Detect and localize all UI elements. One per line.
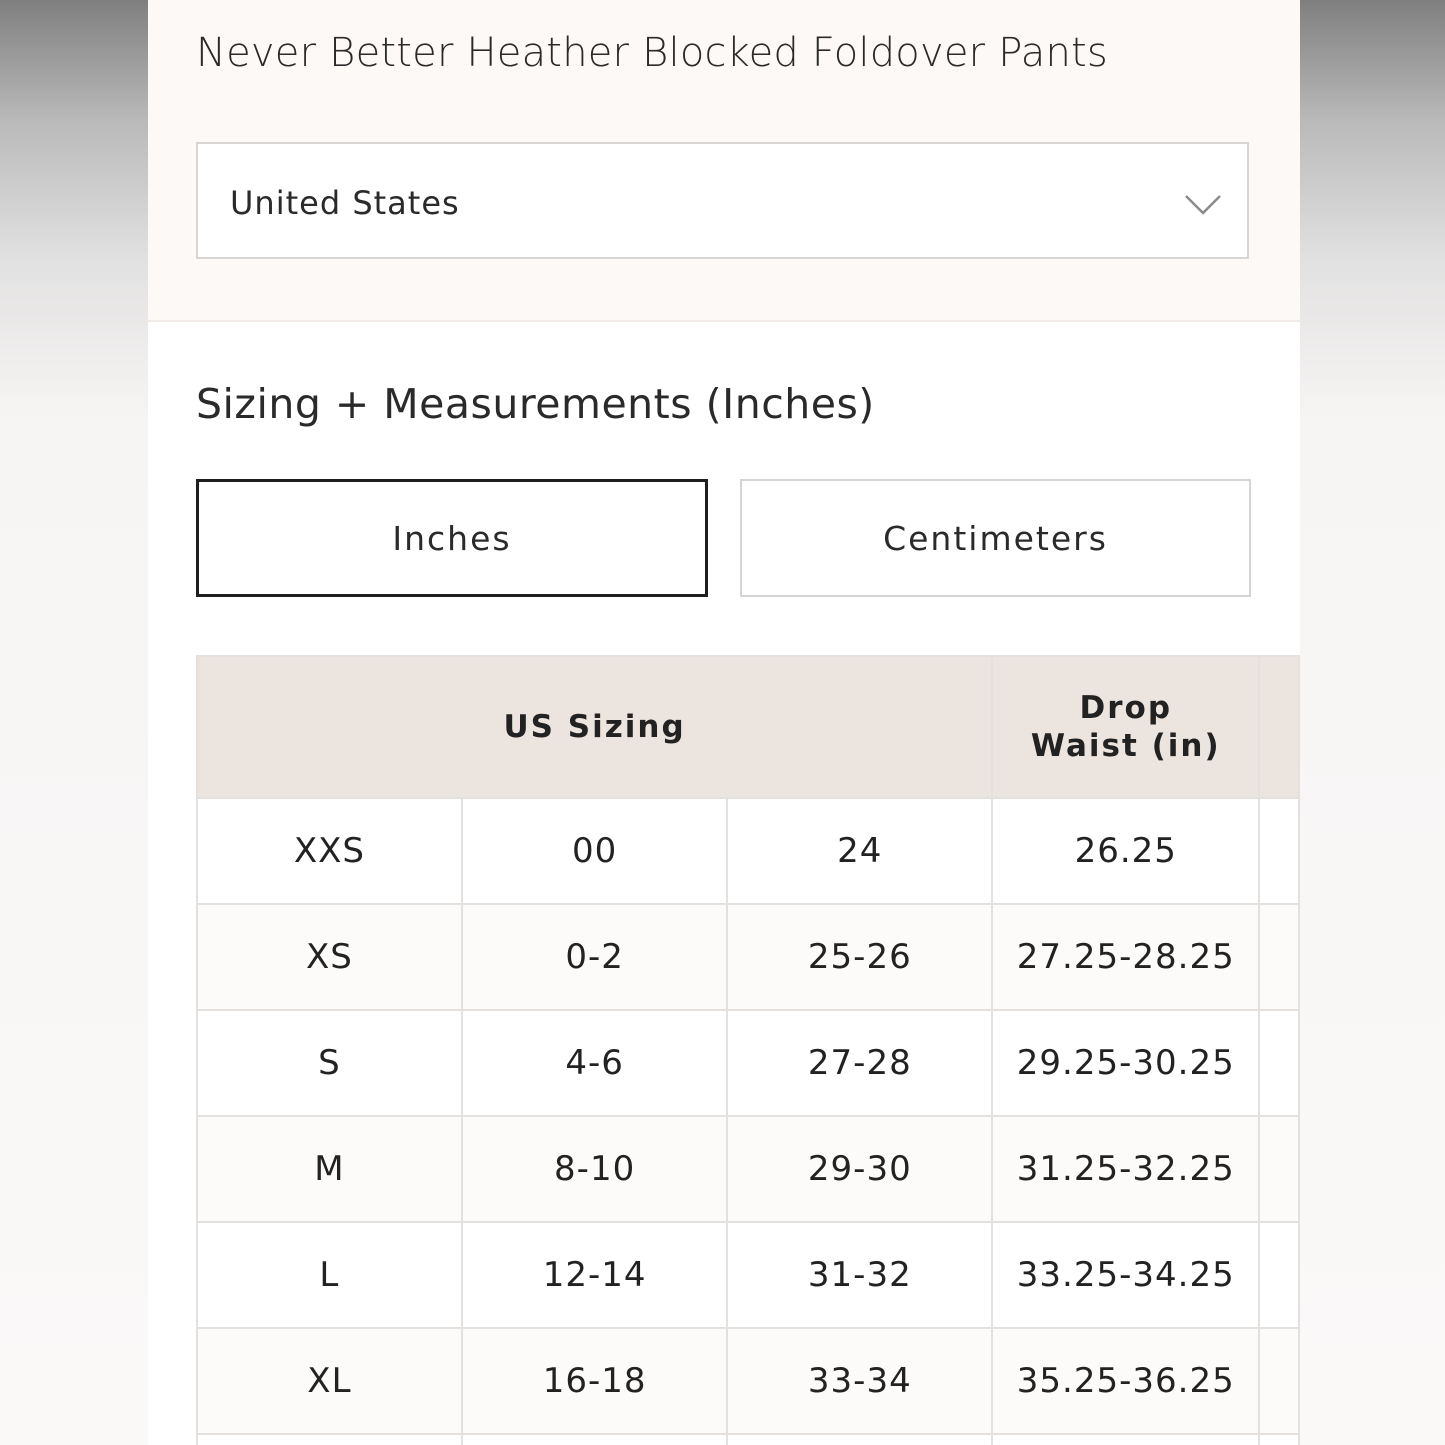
cell-size: L [197, 1222, 462, 1328]
header-cut-column [1259, 656, 1299, 798]
panel-header [148, 0, 1300, 322]
cell-waist-size: 25-26 [727, 904, 992, 1010]
section-title: Sizing + Measurements (Inches) [196, 380, 875, 428]
cell-drop-waist: 27.25-28.25 [992, 904, 1259, 1010]
cell-numeric: 8-10 [462, 1116, 728, 1222]
cell-cut [1259, 1434, 1299, 1445]
cell-numeric: 00 [462, 798, 728, 904]
table-row [197, 1010, 1299, 1116]
cell-cut [1259, 904, 1299, 1010]
table-header-row [197, 656, 1299, 798]
cell-waist-size: 33-34 [727, 1328, 992, 1434]
cell-waist-size: 27-28 [727, 1010, 992, 1116]
table-row [197, 1116, 1299, 1222]
cell-drop-waist: 31.25-32.25 [992, 1116, 1259, 1222]
cell-numeric: 0-2 [462, 904, 728, 1010]
cell-size: S [197, 1010, 462, 1116]
country-select[interactable] [196, 142, 1249, 259]
cell-size: XS [197, 904, 462, 1010]
cell-waist-size: 31-32 [727, 1222, 992, 1328]
size-table [196, 655, 1300, 1445]
cell-empty [197, 1434, 462, 1445]
cell-size: XL [197, 1328, 462, 1434]
cell-empty [727, 1434, 992, 1445]
cell-cut [1259, 798, 1299, 904]
cell-waist-size: 29-30 [727, 1116, 992, 1222]
cell-empty [992, 1434, 1259, 1445]
header-drop-waist [992, 656, 1259, 798]
cell-drop-waist: 33.25-34.25 [992, 1222, 1259, 1328]
cell-cut [1259, 1222, 1299, 1328]
cell-cut [1259, 1116, 1299, 1222]
cell-cut [1259, 1010, 1299, 1116]
cell-size: M [197, 1116, 462, 1222]
cell-drop-waist: 29.25-30.25 [992, 1010, 1259, 1116]
header-us-sizing: US Sizing [197, 656, 992, 798]
product-title: Never Better Heather Blocked Foldover Pants [196, 30, 1108, 76]
size-guide-panel [148, 0, 1300, 1445]
cell-empty [462, 1434, 728, 1445]
table-row [197, 1434, 1299, 1445]
cell-numeric: 12-14 [462, 1222, 728, 1328]
background-right [1300, 0, 1445, 1445]
table-row [197, 1222, 1299, 1328]
cell-numeric: 4-6 [462, 1010, 728, 1116]
cell-waist-size: 24 [727, 798, 992, 904]
header-drop-waist-label: Drop Waist (in) [1030, 690, 1221, 764]
table-row [197, 904, 1299, 1010]
background-left [0, 0, 148, 1445]
table-row [197, 1328, 1299, 1434]
cell-drop-waist: 26.25 [992, 798, 1259, 904]
chevron-down-icon [1183, 184, 1223, 224]
table-row [197, 798, 1299, 904]
cell-cut [1259, 1328, 1299, 1434]
cell-size: XXS [197, 798, 462, 904]
cell-drop-waist: 35.25-36.25 [992, 1328, 1259, 1434]
cell-numeric: 16-18 [462, 1328, 728, 1434]
inches-button[interactable]: Inches [196, 479, 708, 597]
country-select-value: United States [230, 184, 460, 222]
centimeters-button[interactable]: Centimeters [740, 479, 1251, 597]
